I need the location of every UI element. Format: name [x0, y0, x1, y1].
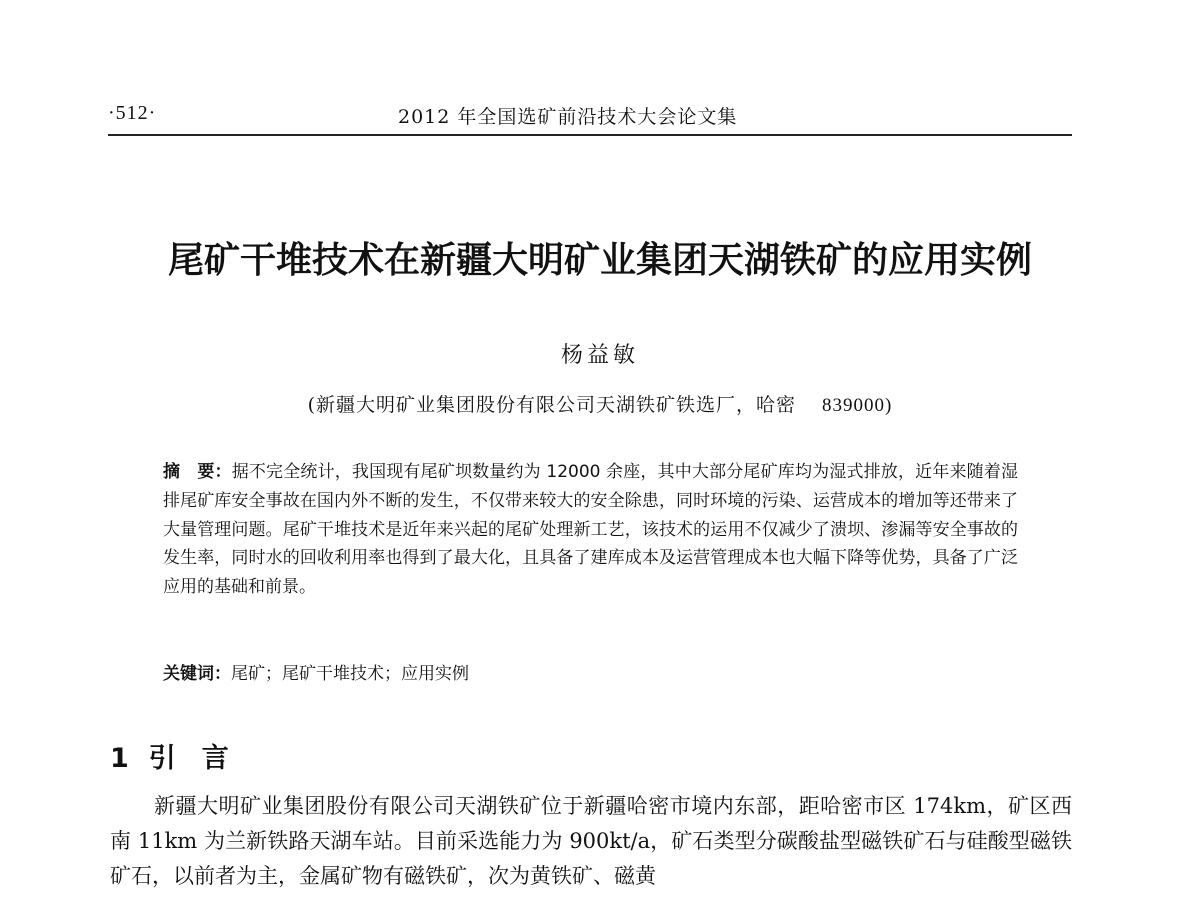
- section-title: 引言: [148, 743, 255, 774]
- section-heading: [110, 736, 255, 775]
- keywords-label: 关键词：: [163, 664, 231, 684]
- author-name: 杨益敏: [560, 343, 639, 368]
- abstract-label: 摘 要：: [163, 462, 232, 482]
- journal-title: 2012 年全国选矿前沿技术大会论文集: [398, 106, 738, 128]
- keywords-text: 尾矿；尾矿干堆技术；应用实例: [231, 664, 469, 684]
- author-affiliation: [0, 390, 1200, 417]
- abstract: [163, 458, 1018, 602]
- running-header: [108, 100, 1072, 136]
- abstract-text: 据不完全统计，我国现有尾矿坝数量约为 12000 余座，其中大部分尾矿库均为湿式排放，近年来随着湿排尾矿库安全事故在国内外不断的发生，不仅带来较大的安全除患，同时环境的污染、运营成本的增加等还带来了大量管理问题。尾矿干堆技术是近年来兴起的尾矿处理新工艺，该技术的运用不仅减少了溃坝、渗漏等安全事故的发生率，同时水的回收利用率也得到了最大化，且具备了建库成本及运营管理成本也大幅下降等优势，具备了广泛应用的基础和前景。: [163, 462, 1019, 598]
- paper-title: 尾矿干堆技术在新疆大明矿业集团天湖铁矿的应用实例: [167, 240, 1032, 281]
- affiliation-text: (新疆大明矿业集团股份有限公司天湖铁矿铁选厂，哈密: [307, 394, 797, 416]
- section-number: 1: [110, 743, 129, 774]
- section-paragraph: 新疆大明矿业集团股份有限公司天湖铁矿位于新疆哈密市境内东部，距哈密市区 174km，矿区西南 11km 为兰新铁路天湖车站。目前采选能力为 900kt/a，矿石类型分碳酸盐型磁铁矿石与硅酸型磁铁矿石，以前者为主，金属矿物有磁铁矿，次为黄铁矿、磁黄: [110, 794, 1072, 888]
- keywords: [163, 659, 1018, 684]
- page-number: ·512·: [108, 102, 157, 124]
- affiliation-postcode: 839000): [822, 395, 893, 416]
